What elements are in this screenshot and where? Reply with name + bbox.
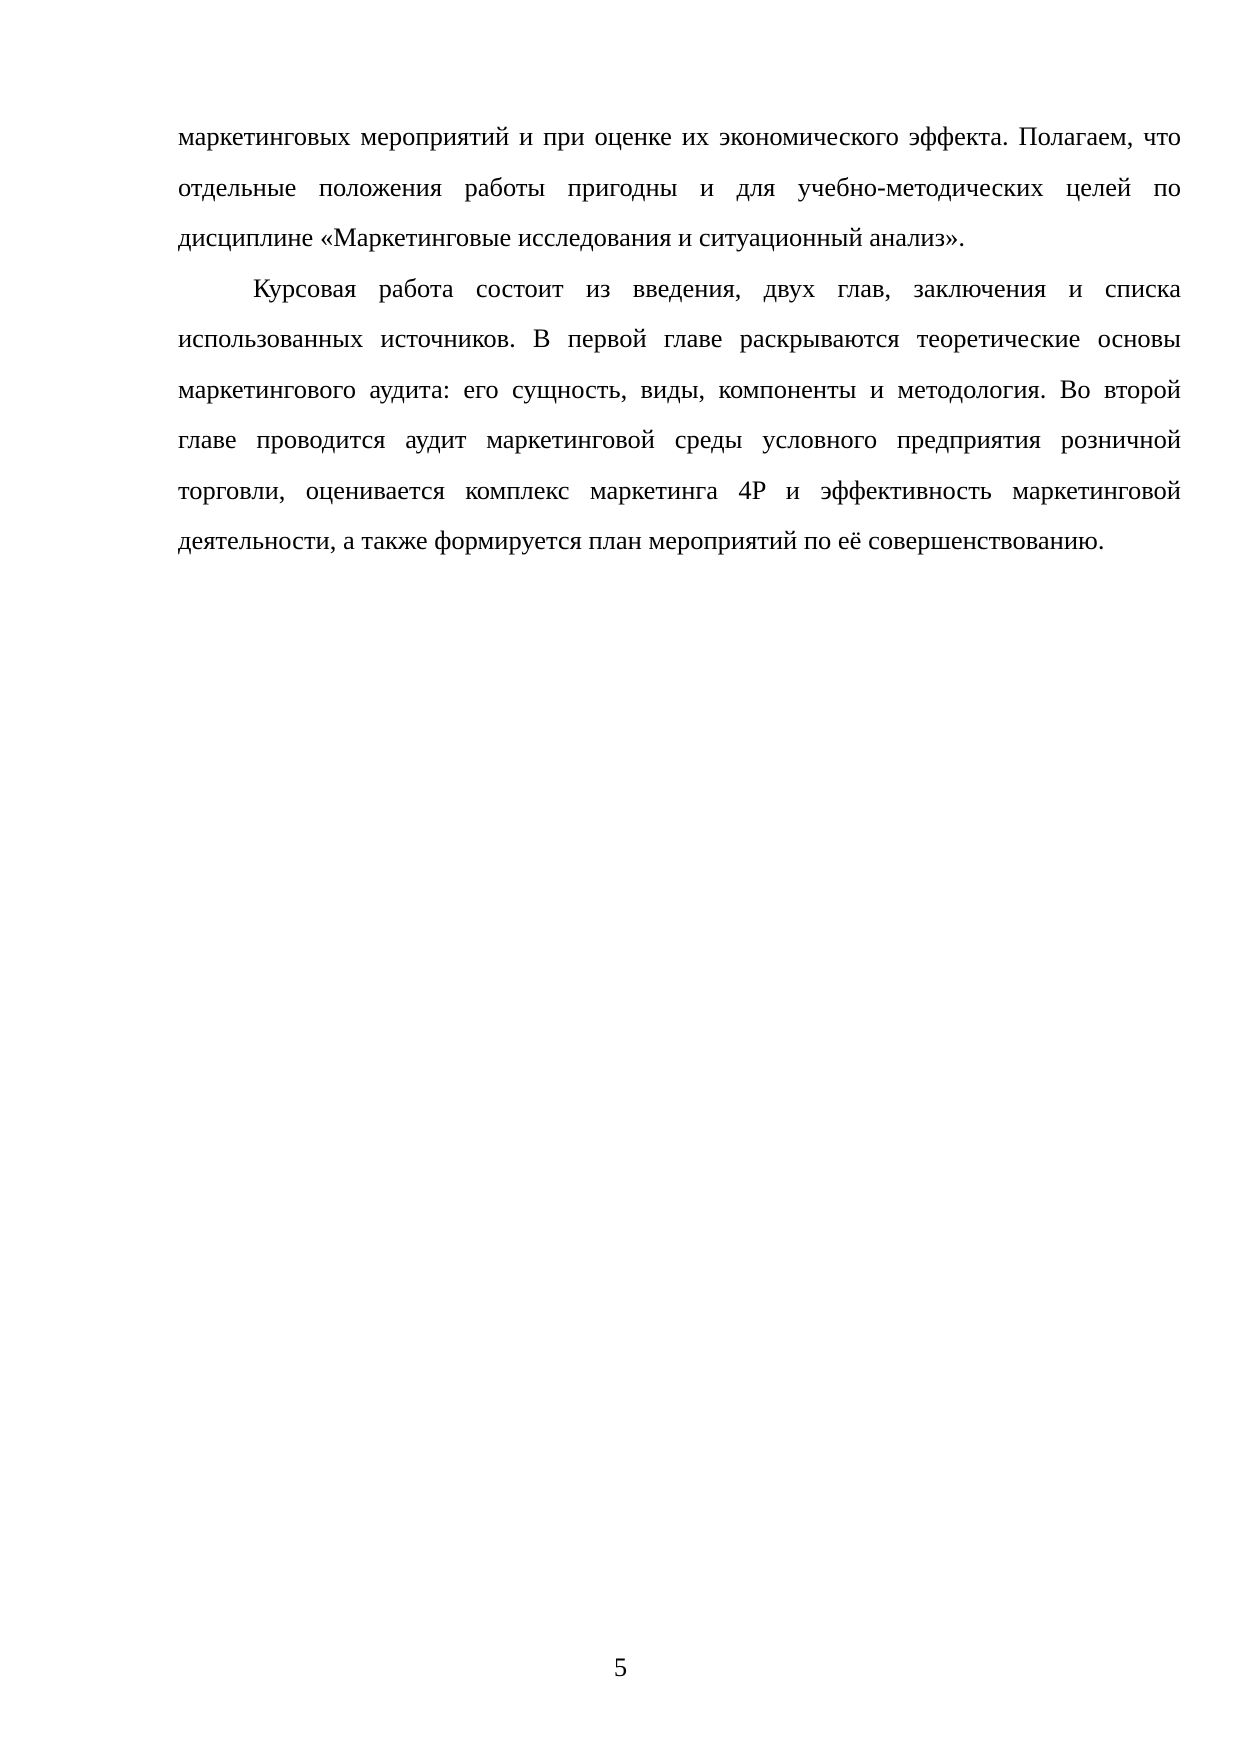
paragraph-course-structure: Курсовая работа состоит из введения, двух глав, заключения и списка использованных источников. В первой главе раскрываются теоретические основы маркетингового аудита: его сущность, виды, компоненты и методология. Во второй главе проводится аудит маркетинговой среды условного предприятия розничной торговли, оценивается комплекс маркетинга 4P и эффективность маркетинговой деятельности, а также формируется план мероприятий по её совершенствованию. <box>178 272 1181 555</box>
paragraph-continuation: маркетинговых мероприятий и при оценке их экономического эффекта. Полагаем, что отдельные положения работы пригодны и для учебно-методических целей по дисциплине «Маркетинговые исследования и ситуационный анализ». <box>178 121 1181 252</box>
body-text <box>178 111 1181 566</box>
page-number: 5 <box>613 1652 628 1682</box>
